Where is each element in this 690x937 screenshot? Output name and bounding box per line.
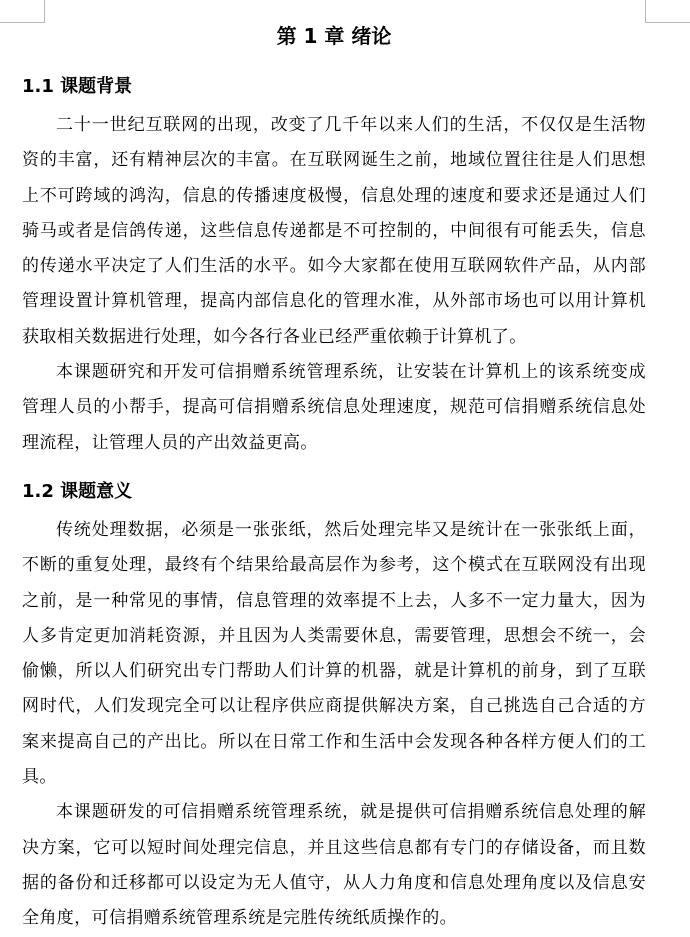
section-heading: 1.2 课题意义 — [22, 480, 133, 502]
paragraph: 本课题研发的可信捐赠系统管理系统，就是提供可信捐赠系统信息处理的解决方案，它可以短时间处理完信息，并且这些信息都有专门的存储设备，而且数据的备份和迁移都可以设定为无人值守，从人力角度和信息处理角度以及信息安全角度，可信捐赠系统管理系统是完胜传统纸质操作的。 — [22, 802, 646, 929]
chapter-title: 第 1 章 绪论 — [276, 24, 392, 48]
paragraph: 传统处理数据，必须是一张张纸，然后处理完毕又是统计在一张张纸上面，不断的重复处理，最终有个结果给最高层作为参考，这个模式在互联网没有出现之前，是一种常见的事情，信息管理的效率提不上去，人多不一定力量大，因为人多肯定更加消耗资源，并且因为人类需要休息，需要管理，思想会不统一，会偷懒，所以人们研究出专门帮助人们计算的机器，就是计算机的前身，到了互联网时代，人们发现完全可以让程序供应商提供解决方案，自己挑选自己合适的方案来提高自己的产出比。所以在日常工作和生活中会发现各种各样方便人们的工具。 — [22, 519, 646, 788]
paragraph: 本课题研究和开发可信捐赠系统管理系统，让安装在计算机上的该系统变成管理人员的小帮手，提高可信捐赠系统信息处理速度，规范可信捐赠系统信息处理流程，让管理人员的产出效益更高。 — [22, 362, 646, 453]
document-body — [22, 16, 646, 937]
section-significance — [22, 475, 646, 937]
section-background — [22, 70, 646, 461]
crop-mark-top-right — [645, 0, 690, 23]
section-spacer — [22, 461, 646, 475]
paragraph: 二十一世纪互联网的出现，改变了几千年以来人们的生活，不仅仅是生活物资的丰富，还有精神层次的丰富。在互联网诞生之前，地域位置往往是人们思想上不可跨域的鸿沟，信息的传播速度极慢，信息处理的速度和要求还是通过人们骑马或者是信鸽传递，这些信息传递都是不可控制的，中间很有可能丢失，信息的传递水平决定了人们生活的水平。如今大家都在使用互联网软件产品，从内部管理设置计算机管理，提高内部信息化的管理水准，从外部市场也可以用计算机获取相关数据进行处理，如今各行各业已经严重依赖于计算机了。 — [22, 115, 646, 347]
section-heading: 1.1 课题背景 — [22, 76, 133, 97]
